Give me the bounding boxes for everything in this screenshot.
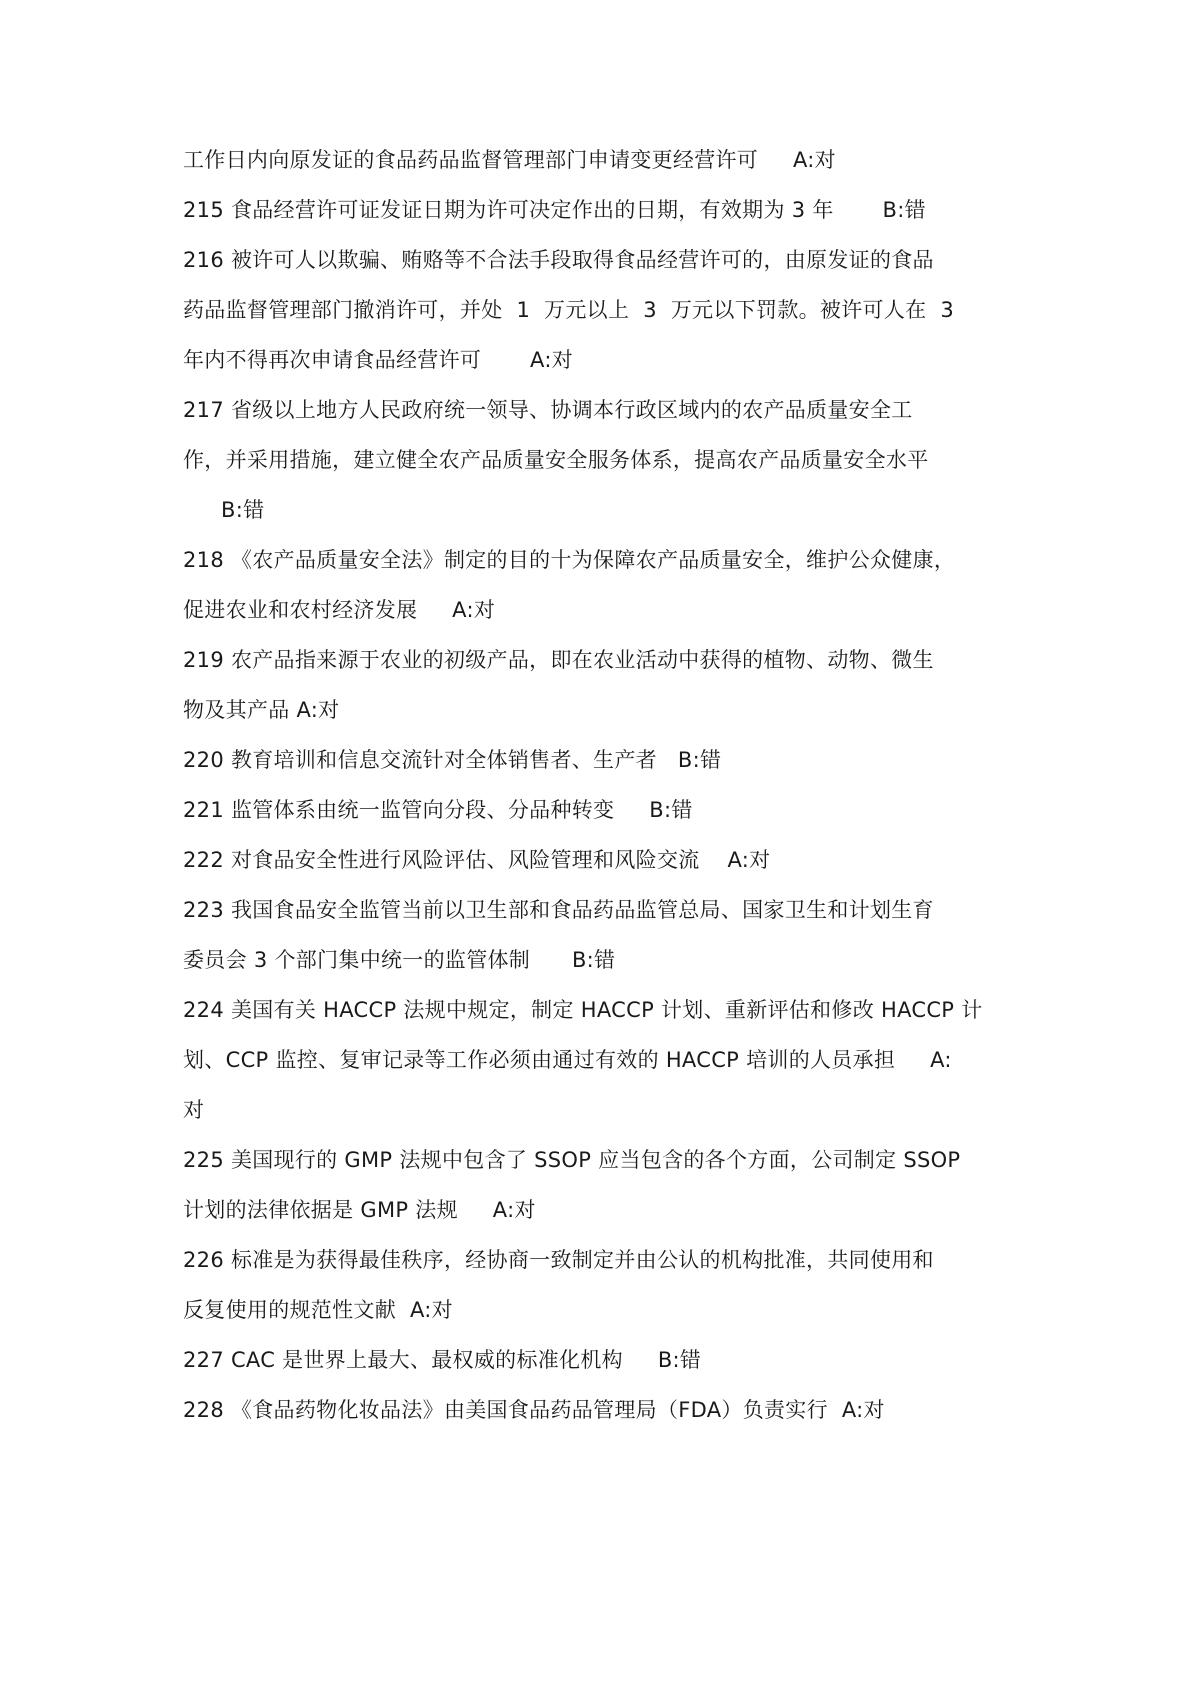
- text-line: 224 美国有关 HACCP 法规中规定，制定 HACCP 计划、重新评估和修改 HACCP 计: [183, 998, 983, 1022]
- text-line: 计划的法律依据是 GMP 法规 A:对: [183, 1198, 536, 1222]
- text-line: 反复使用的规范性文献 A:对: [183, 1298, 453, 1322]
- text-line: 作，并采用措施，建立健全农产品质量安全服务体系，提高农产品质量安全水平: [183, 448, 929, 472]
- text-line: 促进农业和农村经济发展 A:对: [183, 598, 496, 622]
- text-line: 228 《食品药物化妆品法》由美国食品药品管理局（FDA）负责实行 A:对: [183, 1398, 885, 1422]
- text-line: 对: [183, 1098, 205, 1122]
- text-line: 223 我国食品安全监管当前以卫生部和食品药品监管总局、国家卫生和计划生育: [183, 898, 934, 922]
- text-line: 219 农产品指来源于农业的初级产品，即在农业活动中获得的植物、动物、微生: [183, 648, 934, 672]
- text-line: 216 被许可人以欺骗、贿赂等不合法手段取得食品经营许可的，由原发证的食品: [183, 248, 934, 272]
- text-line: 226 标准是为获得最佳秩序，经协商一致制定并由公认的机构批准，共同使用和: [183, 1248, 934, 1272]
- text-line: 物及其产品 A:对: [183, 698, 340, 722]
- text-line: 217 省级以上地方人民政府统一领导、协调本行政区域内的农产品质量安全工: [183, 398, 913, 422]
- text-line: 工作日内向原发证的食品药品监督管理部门申请变更经营许可 A:对: [183, 148, 836, 172]
- text-line: 221 监管体系由统一监管向分段、分品种转变 B:错: [183, 798, 693, 822]
- text-line: 药品监督管理部门撤消许可，并处 1 万元以上 3 万元以下罚款。被许可人在 3: [183, 298, 955, 322]
- text-line: 225 美国现行的 GMP 法规中包含了 SSOP 应当包含的各个方面，公司制定 SSOP: [183, 1148, 961, 1172]
- text-line: 215 食品经营许可证发证日期为许可决定作出的日期，有效期为 3 年 B:错: [183, 198, 926, 222]
- text-line: 年内不得再次申请食品经营许可 A:对: [183, 348, 573, 372]
- text-line: 委员会 3 个部门集中统一的监管体制 B:错: [183, 948, 616, 972]
- text-line: 218 《农产品质量安全法》制定的目的十为保障农产品质量安全，维护公众健康，: [183, 548, 956, 572]
- text-line: 220 教育培训和信息交流针对全体销售者、生产者 B:错: [183, 748, 722, 772]
- text-line: 227 CAC 是世界上最大、最权威的标准化机构 B:错: [183, 1348, 702, 1372]
- text-line: 划、CCP 监控、复审记录等工作必须由通过有效的 HACCP 培训的人员承担 A:: [183, 1048, 952, 1072]
- text-line: 222 对食品安全性进行风险评估、风险管理和风险交流 A:对: [183, 848, 771, 872]
- text-line: B:错: [221, 498, 265, 522]
